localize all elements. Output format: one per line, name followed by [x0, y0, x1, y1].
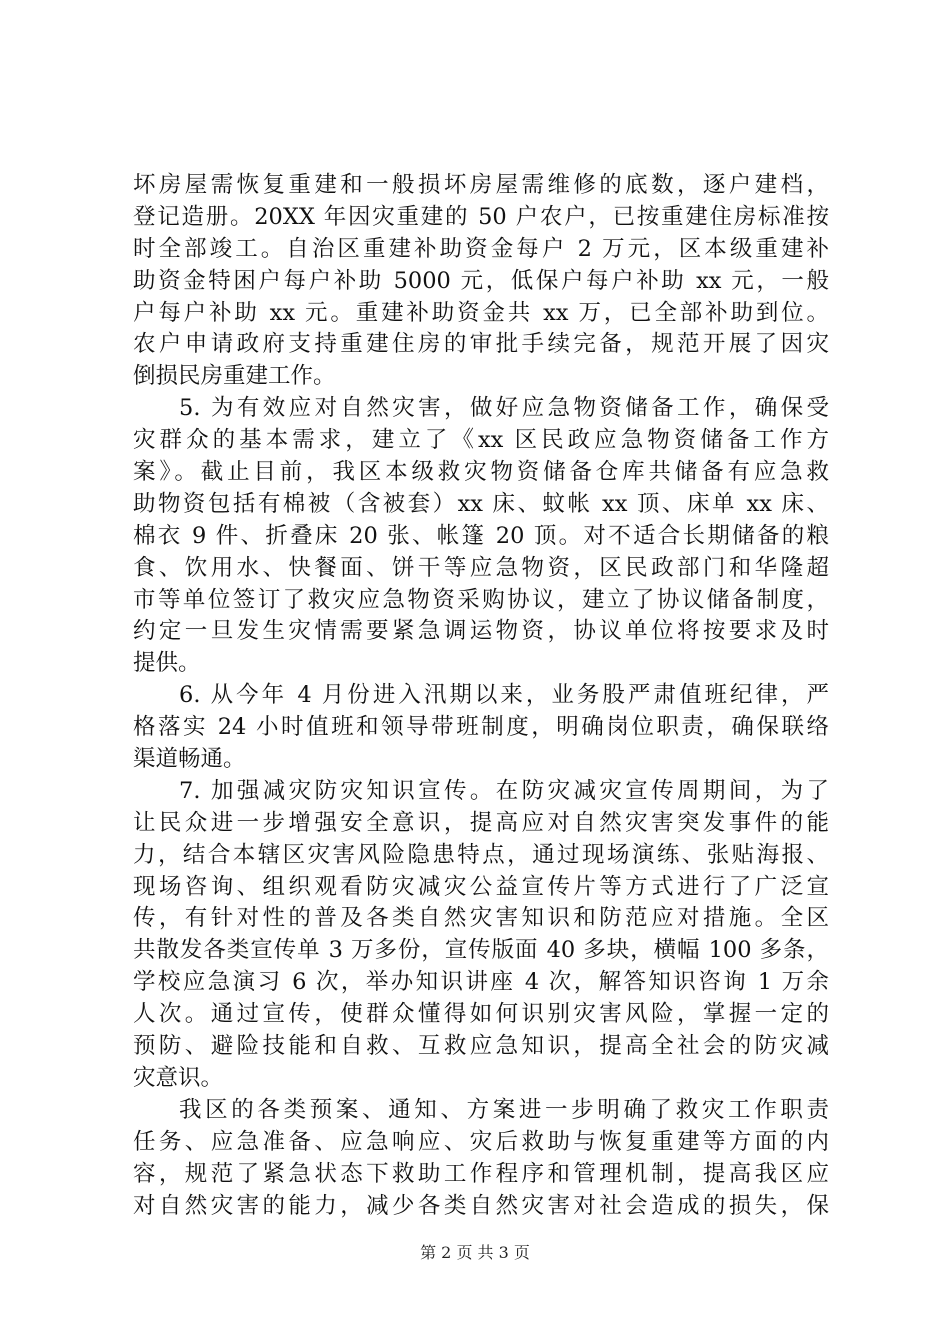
text-line: 5. 为有效应对自然灾害，做好应急物资储备工作，确保受	[179, 395, 829, 422]
text-line: 农户申请政府支持重建住房的审批手续完备，规范开展了因灾	[133, 331, 829, 358]
text-line: 助物资包括有棉被（含被套）xx 床、蚊帐 xx 顶、床单 xx 床、	[133, 490, 829, 517]
text-line: 力，结合本辖区灾害风险隐患特点，通过现场演练、张贴海报、	[133, 841, 829, 868]
text-line: 提供。	[133, 650, 201, 677]
text-line: 约定一旦发生灾情需要紧急调运物资，协议单位将按要求及时	[133, 618, 829, 645]
text-line: 食、饮用水、快餐面、饼干等应急物资，区民政部门和华隆超	[133, 554, 829, 581]
text-line: 时全部竣工。自治区重建补助资金每户 2 万元，区本级重建补	[133, 235, 829, 262]
text-line: 棉衣 9 件、折叠床 20 张、帐篷 20 顶。对不适合长期储备的粮	[133, 522, 829, 549]
text-line: 坏房屋需恢复重建和一般损坏房屋需维修的底数，逐户建档，	[133, 172, 829, 198]
document-body	[133, 170, 829, 1222]
text-line: 传，有针对性的普及各类自然灾害知识和防范应对措施。全区	[133, 905, 829, 932]
text-line: 案》。截止目前，我区本级救灾物资储备仓库共储备有应急救	[133, 459, 829, 486]
text-line: 任务、应急准备、应急响应、灾后救助与恢复重建等方面的内	[133, 1128, 829, 1155]
page-footer: 第 2 页 共 3 页	[420, 1243, 530, 1262]
text-line: 格落实 24 小时值班和领导带班制度，明确岗位职责，确保联络	[133, 714, 829, 741]
text-line: 我区的各类预案、通知、方案进一步明确了救灾工作职责	[179, 1096, 829, 1123]
text-line: 倒损民房重建工作。	[133, 363, 336, 390]
text-line: 容，规范了紧急状态下救助工作程序和管理机制，提高我区应	[133, 1160, 829, 1187]
text-line: 现场咨询、组织观看防灾减灾公益宣传片等方式进行了广泛宣	[133, 873, 829, 900]
text-line: 6. 从今年 4 月份进入汛期以来，业务股严肃值班纪律，严	[179, 682, 829, 709]
text-line: 市等单位签订了救灾应急物资采购协议，建立了协议储备制度，	[133, 586, 829, 613]
text-line: 户每户补助 xx 元。重建补助资金共 xx 万，已全部补助到位。	[133, 299, 829, 326]
text-line: 人次。通过宣传，使群众懂得如何识别灾害风险，掌握一定的	[133, 1001, 829, 1028]
text-line: 渠道畅通。	[133, 746, 246, 773]
text-line: 7. 加强减灾防灾知识宣传。在防灾减灾宣传周期间，为了	[179, 777, 829, 804]
text-line: 助资金特困户每户补助 5000 元，低保户每户补助 xx 元，一般	[133, 267, 829, 294]
text-line: 灾意识。	[133, 1064, 224, 1091]
text-line: 学校应急演习 6 次，举办知识讲座 4 次，解答知识咨询 1 万余	[133, 969, 829, 996]
text-line: 灾群众的基本需求，建立了《xx 区民政应急物资储备工作方	[133, 427, 829, 454]
text-line: 让民众进一步增强安全意识，提高应对自然灾害突发事件的能	[133, 809, 829, 836]
text-line: 对自然灾害的能力，减少各类自然灾害对社会造成的损失，保	[133, 1192, 829, 1219]
text-line: 登记造册。20XX 年因灾重建的 50 户农户，已按重建住房标准按	[133, 203, 829, 230]
text-line: 预防、避险技能和自救、互救应急知识，提高全社会的防灾减	[133, 1033, 829, 1060]
text-line: 共散发各类宣传单 3 万多份，宣传版面 40 多块，横幅 100 多条，	[133, 937, 829, 964]
